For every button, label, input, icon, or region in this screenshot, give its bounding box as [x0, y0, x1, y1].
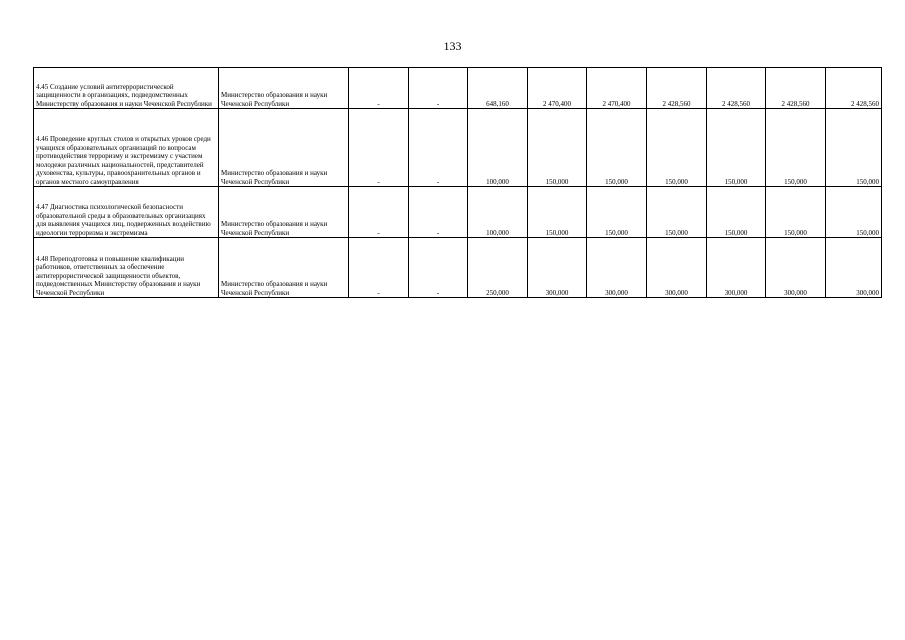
- row-value: 150,000: [647, 109, 707, 187]
- row-organization: Министерство образования и науки Чеченской Республики: [219, 109, 349, 187]
- row-description: 4.46 Проведение круглых столов и открытых уроков среди учащихся образовательных организаций по вопросам противодействия терроризму и экстремизму с участием молодежи различных национальностей, представителей духовенства, культуры, правоохранительных органов и органов местного самоуправления: [34, 109, 219, 187]
- row-value: 150,000: [528, 187, 587, 238]
- table-row: [34, 187, 882, 238]
- row-value: 100,000: [468, 187, 528, 238]
- row-value: 300,000: [587, 238, 647, 298]
- row-value: 150,000: [707, 187, 766, 238]
- row-value: 100,000: [468, 109, 528, 187]
- row-value: 150,000: [707, 109, 766, 187]
- row-value: 2 428,560: [707, 68, 766, 109]
- row-value: 300,000: [766, 238, 826, 298]
- row-value: 300,000: [826, 238, 882, 298]
- budget-table: [33, 67, 882, 298]
- page-number: 133: [443, 39, 462, 53]
- row-value: 2 470,400: [528, 68, 587, 109]
- row-value: 2 428,560: [647, 68, 707, 109]
- row-cell: -: [349, 187, 409, 238]
- row-value: 300,000: [528, 238, 587, 298]
- row-value: 250,000: [468, 238, 528, 298]
- row-value: 300,000: [647, 238, 707, 298]
- row-value: 150,000: [647, 187, 707, 238]
- row-value: 300,000: [707, 238, 766, 298]
- row-cell: -: [409, 238, 468, 298]
- row-description: 4.47 Диагностика психологической безопасности образовательной среды в образовательных организациях для выявления учащихся лиц, подверженных воздействию идеологии терроризма и экстремизма: [34, 187, 219, 238]
- row-value: 150,000: [528, 109, 587, 187]
- row-organization: Министерство образования и науки Чеченской Республики: [219, 187, 349, 238]
- row-value: 150,000: [826, 109, 882, 187]
- table-row: [34, 238, 882, 298]
- row-cell: -: [349, 238, 409, 298]
- row-cell: -: [349, 109, 409, 187]
- row-value: 2 428,560: [826, 68, 882, 109]
- row-description: 4.45 Создание условий антитеррористической защищенности в организациях, подведомственных Министерству образования и науки Чеченской Республики: [34, 68, 219, 109]
- row-description: 4.48 Переподготовка и повышение квалификации работников, ответственных за обеспечение антитеррористической защищенности объектов, подведомственных Министерству образования и науки Чеченской Республики: [34, 238, 219, 298]
- row-value: 2 470,400: [587, 68, 647, 109]
- row-value: 648,160: [468, 68, 528, 109]
- row-cell: -: [409, 187, 468, 238]
- row-value: 150,000: [587, 187, 647, 238]
- row-value: 150,000: [826, 187, 882, 238]
- table-row: [34, 109, 882, 187]
- row-value: 150,000: [766, 109, 826, 187]
- row-value: 2 428,560: [766, 68, 826, 109]
- row-value: 150,000: [766, 187, 826, 238]
- row-cell: -: [409, 109, 468, 187]
- table-row: [34, 68, 882, 109]
- row-cell: -: [409, 68, 468, 109]
- row-organization: Министерство образования и науки Чеченской Республики: [219, 238, 349, 298]
- row-cell: -: [349, 68, 409, 109]
- row-organization: Министерство образования и науки Чеченской Республики: [219, 68, 349, 109]
- row-value: 150,000: [587, 109, 647, 187]
